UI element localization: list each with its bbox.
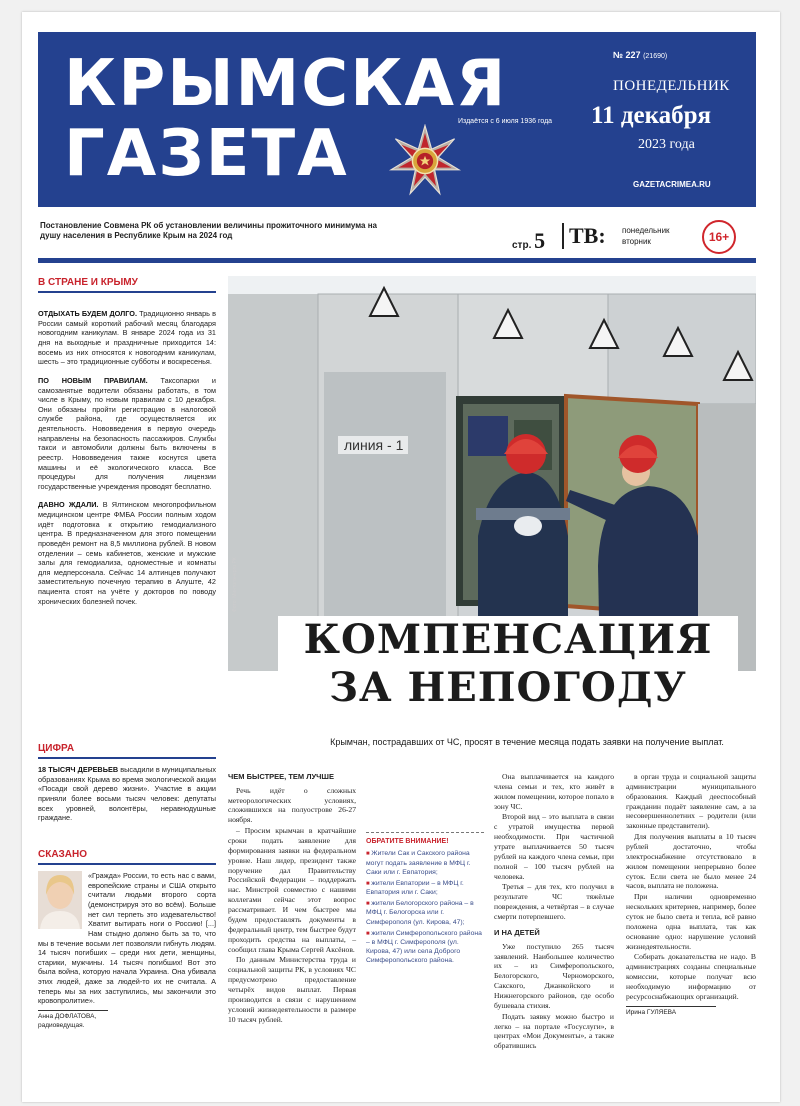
section-title-country: В СТРАНЕ И КРЫМУ	[38, 276, 216, 293]
photo-credit: Фото: Минтопэнерго РК	[232, 557, 238, 612]
figure-text: 18 ТЫСЯЧ ДЕРЕВЬЕВ высадили в муниципальных образованиях Крыма во время экологической акции «Посади свой дерево жизни». Участие в акции приняли более восьми тысяч человек: депутаты всех уровней, волонтёры, неравнодушные граждане.	[38, 765, 216, 823]
section-title-figure: ЦИФРА	[38, 742, 216, 759]
headline-line1: КОМПЕНСАЦИЯ	[303, 616, 713, 663]
article-headline[interactable]	[278, 616, 738, 734]
issue-number: № 227 (21690)	[613, 50, 668, 60]
news-item: ОТДЫХАТЬ БУДЕМ ДОЛГО. Традиционно январь в России самый короткий рабочий месяц благодаря новогодним каникулам. В январе 2024 года из 31 дня на выходные и праздничные приходится 14: восемь из них относятся к новогодним каникулам, шесть – это традиционные субботы и воскресенья.	[38, 309, 216, 367]
masthead-title-line1: КРЫМСКАЯ	[64, 47, 508, 121]
quote-role: радиоведущая.	[38, 1021, 85, 1029]
masthead	[38, 32, 756, 207]
news-item: ПО НОВЫМ ПРАВИЛАМ. Таксопарки и самозанятые водители обязаны работать, в том числе в Крыму, по новым правилам с 10 декабря. Они обязаны пройти регистрацию в налоговой службе района, где осуществляется их деятельность. Нововведения в первую очередь направлены на безопасность пассажиров. Службы такси и автомобили должны быть включены в реестр. Нововведения также коснутся цвета машины и её экологического класса. Все процедуры для получения лицензии государственные учреждения проводят бесплатно.	[38, 375, 216, 491]
note-title: ОБРАТИТЕ ВНИМАНИЕ!	[366, 832, 484, 846]
founded-note: Издаётся с 6 июля 1936 года	[458, 118, 553, 125]
note-item: ■ Жители Сак и Сакского района могут подать заявление в МФЦ г. Саки или г. Евпатория;	[366, 849, 484, 877]
article-column-4: в орган труда и социальной защиты администрации муниципального образования. Каждый дееспособный гражданин подаёт заявление сам, а за несовершеннолетних – родители (или законные представители). Для получения выплаты в 10 тысяч рублей достаточно, чтобы электроснабжение отсутствовало в жилом помещении непрерывно более суток. Если света не было менее 24 часов, выплата не положена. При наличии одновременно нескольких критериев, например, более суток не было света и тепла, всё равно положена одна выплата, так как основание одно: нарушение условий жизнедеятельности. Собирать доказательства не надо. В администрациях созданы специальные комиссии, которые получат всю необходимую информацию от ресурсоснабжающих организаций. Ирина ГУЛЯЕВА	[626, 772, 756, 1016]
tv-label[interactable]: ТВ:	[562, 223, 606, 249]
headline-line2: ЗА НЕПОГОДУ	[329, 664, 687, 711]
tv-day: понедельник	[622, 226, 670, 235]
newspaper-page	[22, 12, 780, 1102]
note-item: ■ жители Симферопольского района – в МФЦ г. Симферополя (ул. Кирова, 47) или села Доброго Симферопольского района.	[366, 929, 484, 966]
section-title-quote: СКАЗАНО	[38, 848, 216, 865]
issue-year: 2023 года	[638, 137, 695, 152]
tv-days	[622, 226, 670, 248]
masthead-title-line2: ГАЗЕТА	[64, 117, 349, 191]
article-column-1: ЧЕМ БЫСТРЕЕ, ТЕМ ЛУЧШЕ Речь идёт о сложных метеорологических условиях, сложившихся на полуострове 26-27 ноября. – Просим крымчан в кратчайшие сроки подать заявление для формирования заявки на федеральном уровне. Наш лидер, президент также поручение дал Правительству Российской Федерации – поддержать нас. Минстрой совместно с нашими коллегами сейчас этот вопрос рассматривает. И чем быстрее мы будем предоставлять документы в федеральный центр, тем быстрее будут проходить средства на выплаты, – сообщил глава Крыма Сергей Аксёнов. По данным Министерства труда и социальной защиты РК, в условиях ЧС предусмотрено предоставление четырёх видов выплат. Первая производится в связи с нарушением условий жизнедеятельности в размере 10 тысяч рублей.	[228, 772, 356, 1024]
quote-author-avatar	[38, 871, 82, 929]
main-photo	[228, 276, 756, 671]
issue-date: 11 декабря	[591, 102, 712, 129]
sidebar-news	[38, 276, 216, 606]
news-item: ДАВНО ЖДАЛИ. В Ялтинском многопрофильном медицинском центре ФМБА России полным ходом идёт подготовка к открытию гемодиализного центра. В предназначенном для этого помещении проведён ремонт на 8,5 миллиона рублей. В новом отделении – семь кабинетов, женские и мужские залы для гемодиализа, одноместные и комнаты для медперсонала. Сейчас 14 алтинцев получают заместительную почечную терапию в Алуште, 42 пациента стоят на учёте у докторов по поводу хронических болезней почек.	[38, 500, 216, 606]
article-column-3: Она выплачивается на каждого члена семьи и тех, кто живёт в жилом помещении, которое попало в зону ЧС. Второй вид – это выплата в связи с утратой имущества первой необходимости. При частичной утрате выплачивается 50 тысяч рублей на каждого члена семьи, при полной – 100 тысяч рублей на человека. Третья – для тех, кто получил в результате ЧС тяжёлые повреждения, а четвёртая – в случае смерти потерпевшего. И НА ДЕТЕЙ Уже поступило 265 тысяч заявлений. Наибольшее количество их – из Симферопольского, Белогорского, Черноморского, Сакского, Джанкойского и Нижнегорского районов, где особо бушевала стихия. Подать заявку можно быстро и легко – на портале «Госуслуги», в центрах «Мои Документы», а также обратившись	[494, 772, 614, 1051]
subheading: И НА ДЕТЕЙ	[494, 927, 540, 937]
age-rating-badge: 16+	[702, 220, 736, 254]
page-reference[interactable]: стр. 5	[512, 228, 546, 253]
top-teaser[interactable]: Постановление Совмена РК об установлении величины прожиточного минимума на душу населения в Республике Крым на 2024 год	[40, 221, 377, 241]
order-star-emblem-icon	[388, 124, 462, 198]
header-rule	[38, 258, 756, 263]
website-link[interactable]: GAZETACRIMEA.RU	[633, 180, 711, 189]
tv-day: вторник	[622, 236, 651, 246]
quote-text: «Гражда» России, то есть нас с вами, европейские страны и США открыто считали людьми второго сорта (демонстрируя это во всём). Больше нет сил терпеть это издевательство! Хватит вытирать ноги о Россию! [...] Нам стыдно должно быть за то, что мы в течение восьми лет позволяли гибнуть людям. 14 тысяч погибших – среди них дети, женщины, старики, мужчины. 14 тысяч погибших! Вот это была война, которую начала Украина. Она убивала этих людей, даже за людей-то их не считала. А теперь мы за них заступились, мы закончили это кровопролитие».	[38, 871, 216, 1006]
subheading: ЧЕМ БЫСТРЕЕ, ТЕМ ЛУЧШЕ	[228, 772, 334, 781]
sidebar-quote	[38, 848, 216, 1030]
note-item: ■ жители Белогорского района – в МФЦ г. Белогорска или г. Симферополя (ул. Кирова, 47);	[366, 899, 484, 927]
article-author: Ирина ГУЛЯЕВА	[626, 1006, 716, 1017]
sidebar-figure	[38, 742, 216, 823]
panel-label: линия - 1	[344, 437, 404, 453]
article-lede: Крымчан, пострадавших от ЧС, просят в течение месяца подать заявки на получение выплат.	[330, 737, 724, 747]
attention-note	[366, 832, 484, 968]
quote-author: Анна ДОФЛАТОВА,	[38, 1010, 108, 1022]
note-item: ■ жители Евпатории – в МФЦ г. Евпатория или г. Саки;	[366, 879, 484, 897]
issue-weekday: ПОНЕДЕЛЬНИК	[613, 78, 730, 94]
